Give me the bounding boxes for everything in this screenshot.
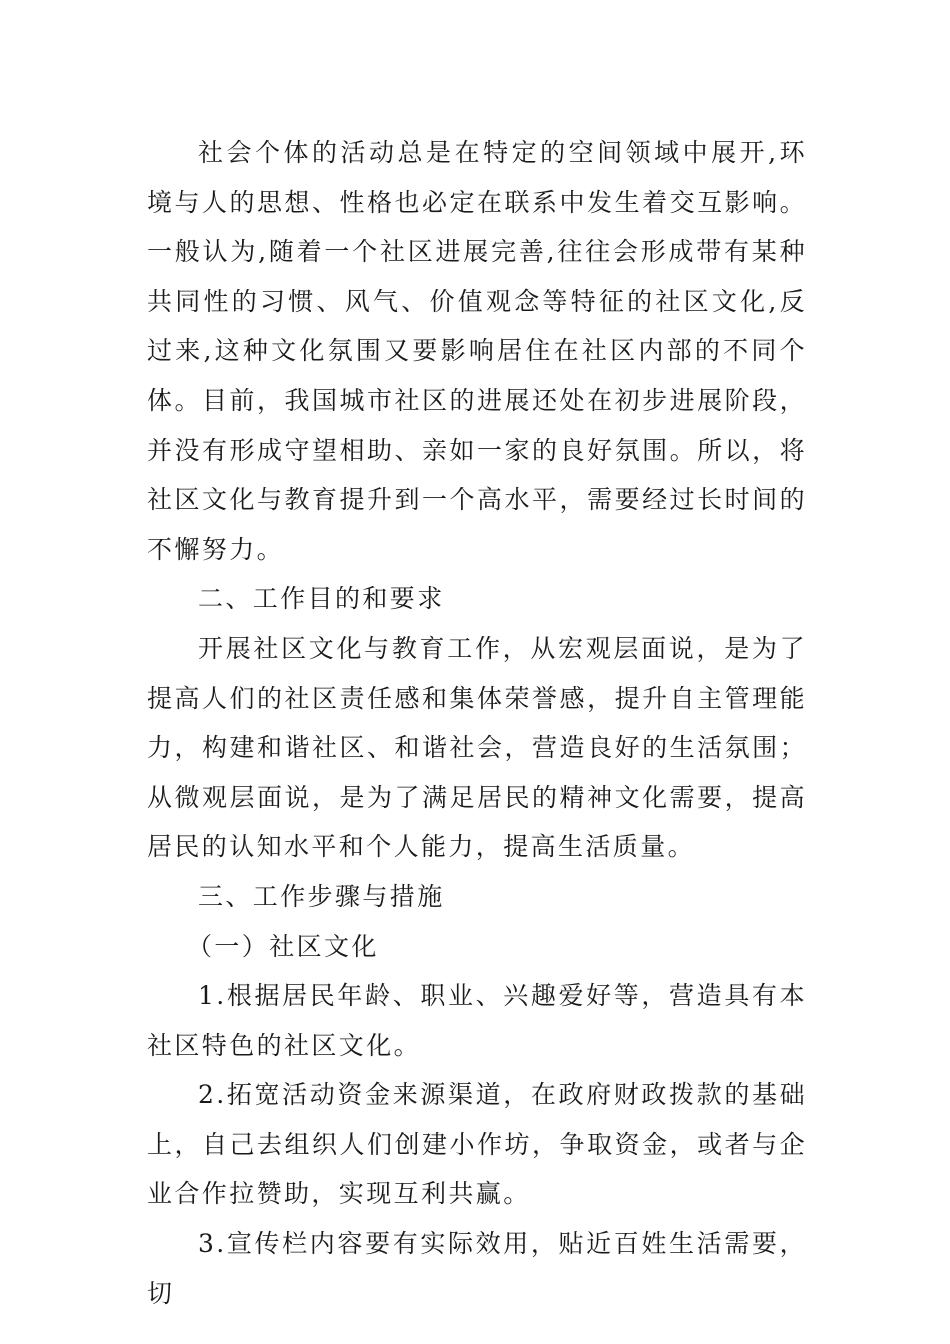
paragraph-community-culture-intro: 社会个体的活动总是在特定的空间领域中展开,环境与人的思想、性格也必定在联系中发生着交互影响。一般认为,随着一个社区进展完善,往往会形成带有某种共同性的习惯、风气、价值观念等特征的社区文化,反过来,这种文化氛围又要影响居住在社区内部的不同个体。目前，我国城市社区的进展还处在初步进展阶段，并没有形成守望相助、亲如一家的良好氛围。所以，将社区文化与教育提升到一个高水平，需要经过长时间的不懈努力。 [147, 138, 807, 564]
document-body [147, 128, 807, 1318]
section-heading-goals: 二、工作目的和要求 [198, 584, 445, 614]
list-item-2: 2.拓宽活动资金来源渠道，在政府财政拨款的基础上，自己去组织人们创建小作坊，争取资金，或者与企业合作拉赞助，实现互利共赢。 [147, 1080, 807, 1209]
list-item-3: 3.宣传栏内容要有实际效用，贴近百姓生活需要，切 [147, 1229, 807, 1308]
subsection-heading-community-culture: （一）社区文化 [187, 931, 379, 961]
section-heading-steps: 三、工作步骤与措施 [198, 881, 445, 911]
list-item-1: 1.根据居民年龄、职业、兴趣爱好等，营造具有本社区特色的社区文化。 [147, 981, 807, 1060]
paragraph-goals: 开展社区文化与教育工作，从宏观层面说，是为了提高人们的社区责任感和集体荣誉感，提升自主管理能力，构建和谐社区、和谐社会，营造良好的生活氛围；从微观层面说，是为了满足居民的精神文化需要，提高居民的认知水平和个人能力，提高生活质量。 [147, 633, 807, 862]
